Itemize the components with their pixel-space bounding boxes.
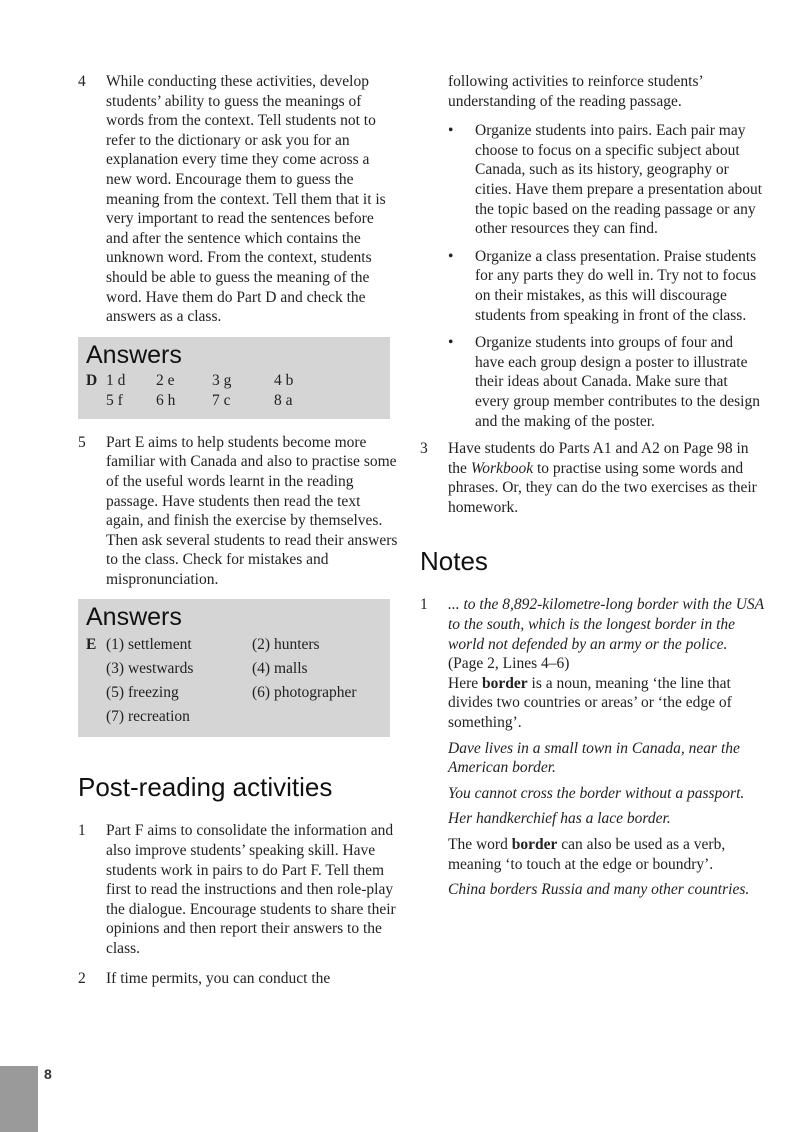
post-reading-heading: Post-reading activities (78, 772, 333, 803)
bullet-icon: • (448, 334, 454, 352)
notes-heading: Notes (420, 546, 488, 577)
answer: 4 b (274, 371, 294, 389)
answer: 2 e (156, 371, 175, 389)
step-2-continued (420, 72, 765, 111)
example-sentence: You cannot cross the border without a passport. (448, 784, 745, 802)
answer: (7) recreation (106, 708, 190, 726)
step-4 (78, 72, 398, 327)
answer: 6 h (156, 391, 176, 409)
part-letter: D (86, 371, 98, 389)
note-reference: (Page 2, Lines 4–6) (448, 655, 570, 673)
answers-box-e (78, 599, 390, 737)
example-sentence: Dave lives in a small town in Canada, near the American border. (448, 739, 740, 777)
text-part: The word (448, 836, 512, 853)
right-column (420, 72, 765, 900)
spacer (86, 657, 106, 681)
note-quote: ... to the 8,892-kilometre-long border with the USA to the south, which is the longest border in the world not defended by an army or the police. (448, 596, 764, 653)
note-number: 1 (420, 596, 428, 614)
answer: (3) westwards (106, 660, 194, 678)
text-part: is a noun, meaning ‘the line that divides two countries or areas’ or ‘the edge of something’. (448, 674, 732, 732)
example-sentence: Her handkerchief has a lace border. (448, 810, 671, 828)
post-step-3 (420, 439, 765, 517)
step-text: If time permits, you can conduct the (106, 969, 331, 987)
answers-heading: Answers (86, 340, 182, 369)
list-item (420, 333, 765, 431)
spacer (86, 681, 106, 705)
answer: (6) photographer (252, 684, 357, 702)
answer: 8 a (274, 391, 293, 409)
post-step-2 (78, 969, 398, 989)
indent (420, 72, 448, 111)
answers-grid (86, 371, 380, 411)
part-letter: E (86, 636, 97, 654)
left-column (78, 72, 398, 998)
answer: 3 g (212, 371, 232, 389)
spacer (86, 705, 106, 729)
note-1 (420, 595, 765, 732)
answer: 7 c (212, 391, 231, 409)
step-number: 2 (78, 969, 86, 987)
answer: (5) freezing (106, 684, 179, 702)
text-part: Here (448, 674, 482, 692)
bullet-icon: • (448, 247, 454, 265)
example-sentence: China borders Russia and many other countries. (448, 881, 750, 899)
step-number: 5 (78, 433, 86, 451)
answer: (4) malls (252, 660, 308, 678)
keyword: border (511, 836, 558, 853)
answer: (1) settlement (106, 636, 192, 654)
activity-list (420, 121, 765, 431)
step-text: Part F aims to consolidate the information and also improve students’ speaking skill. Have students work in pairs to do Part F. Tell them first to read the instructions and then role-play the dialogue. Encourage students to share their opinions and then report their answers to the class. (106, 822, 396, 958)
page-number: 8 (44, 1066, 52, 1082)
step-number: 4 (78, 73, 86, 90)
answers-heading: Answers (86, 603, 182, 632)
post-step-1 (78, 821, 398, 958)
verb-explanation (448, 835, 765, 874)
answer: (2) hunters (252, 636, 320, 654)
answer: 5 f (106, 391, 123, 409)
page-tab (0, 1066, 38, 1132)
step-text (448, 439, 765, 517)
note-text (448, 595, 765, 732)
workbook-title: Workbook (470, 459, 534, 477)
step-text: following activities to reinforce students’ understanding of the reading passage. (448, 73, 703, 110)
spacer (86, 391, 106, 411)
list-item-text: Organize students into pairs. Each pair may choose to focus on a specific subject about Canada, such as its history, geography or cities. Have them prepare a presentation about the topic based on the reading passage or any other resources they can find. (475, 122, 763, 238)
text-part: can also be used as a verb, meaning ‘to touch at the edge or boundry’. (448, 836, 726, 873)
list-item (420, 121, 765, 239)
step-5 (78, 433, 398, 590)
step-text: Part E aims to help students become more familiar with Canada and also to practise some of the useful words learnt in the reading passage. Have students then read the text again, and finish the exercise by themselves. Then ask several students to read their answers to the class. Check for mistakes and mispronunciation. (106, 433, 398, 588)
list-item-text: Organize a class presentation. Praise students for any parts they do well in. Try not to focus on their mistakes, as this will discourage students from speaking in front of the class. (475, 247, 757, 324)
step-number: 3 (420, 440, 428, 458)
step-text: While conducting these activities, develop students’ ability to guess the meanings of words from the context. Tell students not to refer to the dictionary or ask you for an explanation every time they come across a new word. Encourage them to guess the meaning from the context. Tell them that it is very important to read the sentences before and after the sentence which contains the unknown word. From the context, students should be able to guess the meaning of the word. Have them do Part D and check the answers as a class. (106, 73, 386, 326)
bullet-icon: • (448, 122, 454, 140)
text-part: Have students do Parts A1 and A2 on Page 98 in the (448, 440, 749, 477)
list-item (420, 247, 765, 325)
keyword: border (482, 674, 528, 692)
list-item-text: Organize students into groups of four and have each group design a poster to illustrate their ideas about Canada. Make sure that every group member contributes to the design and the making of the poster. (475, 334, 760, 430)
answers-box-d (78, 337, 390, 419)
answers-grid (86, 633, 380, 729)
step-number: 1 (78, 822, 86, 840)
text-part: to practise using some words and phrases. Or, they can do the two exercises as their homework. (448, 459, 757, 516)
answer: 1 d (106, 371, 126, 389)
